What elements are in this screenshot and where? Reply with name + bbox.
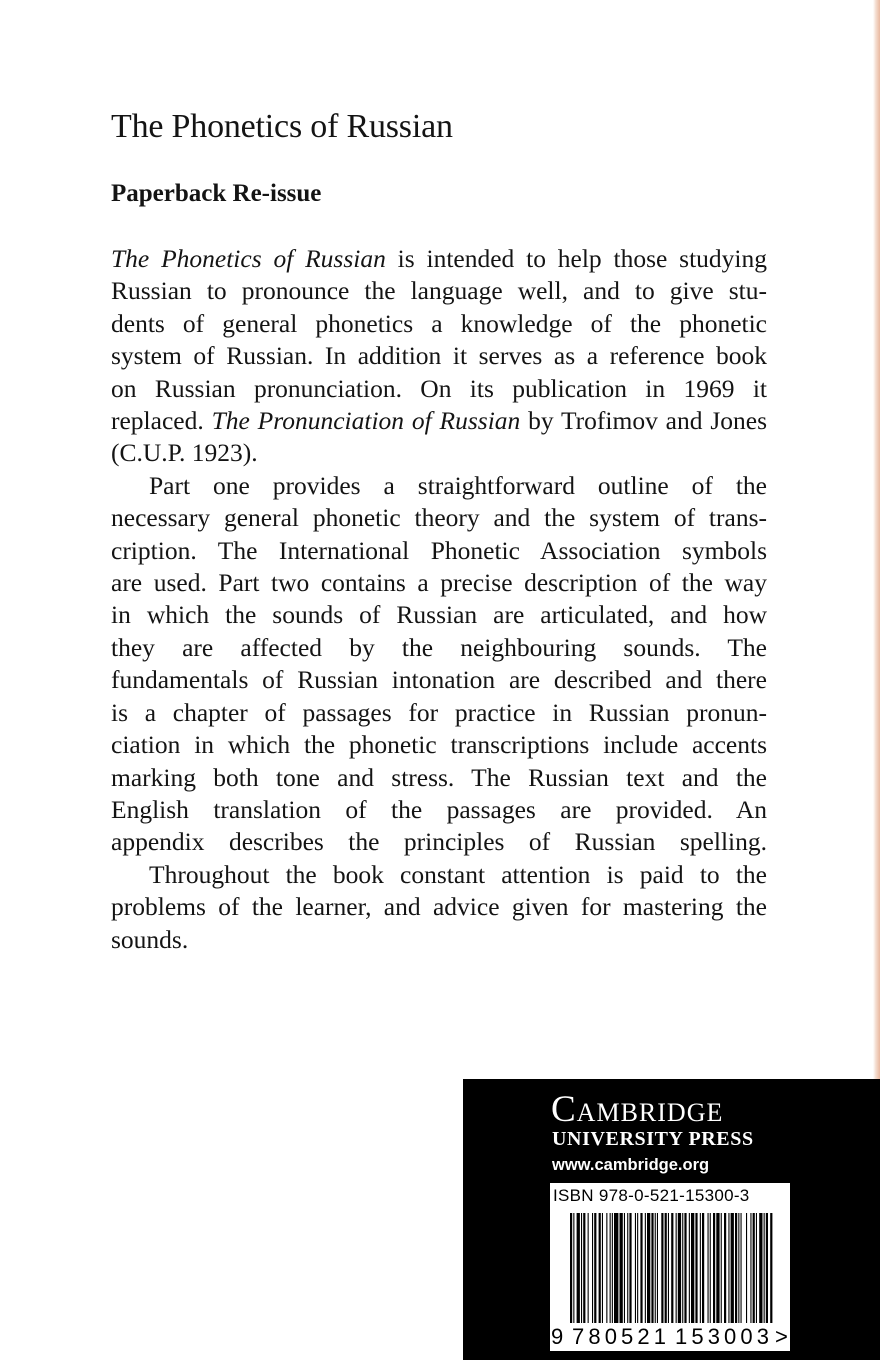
blurb-line: fundamentals of Russian intonation are described and there [111, 665, 767, 695]
blurb [111, 243, 767, 956]
publisher-logo-subname: UNIVERSITY PRESS [552, 1128, 754, 1150]
barcode-bar [612, 1213, 613, 1323]
barcode-bar [599, 1213, 601, 1323]
barcode-bar [700, 1213, 701, 1323]
blurb-line: in which the sounds of Russian are articulated, and how [111, 600, 767, 630]
barcode-bar [570, 1213, 572, 1323]
barcode-bar [671, 1213, 673, 1323]
blurb-line: are used. Part two contains a precise description of the way [111, 568, 767, 598]
barcode-bar [577, 1213, 580, 1323]
blurb-line: appendix describes the principles of Russian spelling. [111, 827, 767, 857]
barcode-bar [721, 1213, 722, 1323]
isbn-label: ISBN 978-0-521-15300-3 [553, 1186, 750, 1205]
blurb-line [111, 243, 767, 275]
publisher-url: www.cambridge.org [552, 1156, 710, 1174]
barcode-bar [614, 1213, 618, 1323]
barcode-bar [770, 1213, 772, 1323]
blurb-text: by Trofimov and Jones [520, 406, 767, 436]
barcode-bar [581, 1213, 582, 1323]
barcode-bar [620, 1213, 623, 1323]
blurb-paragraph-1 [111, 243, 767, 470]
blurb-line: sounds. [111, 924, 189, 954]
blurb-line: marking both tone and stress. The Russian text and the [111, 762, 767, 792]
barcode-bar [635, 1213, 636, 1323]
blurb-text: is intended to help those studying [385, 244, 767, 273]
barcode-bar [606, 1213, 607, 1323]
barcode-bar [728, 1213, 729, 1323]
barcode-bar [588, 1213, 589, 1323]
barcode-bar [629, 1213, 631, 1323]
barcode-bar [583, 1213, 585, 1323]
blurb-line: English translation of the passages are provided. An [111, 794, 767, 824]
blurb-paragraph-3 [111, 859, 767, 956]
barcode-bar [716, 1213, 719, 1323]
book-title-reference: The Pronunciation of Russian [211, 406, 521, 436]
barcode-bar [724, 1213, 726, 1323]
barcode-bar [756, 1213, 757, 1323]
barcode-bar [657, 1213, 658, 1323]
barcode-bar [651, 1213, 653, 1323]
barcode-bar [710, 1213, 711, 1323]
barcode-bar [695, 1213, 697, 1323]
barcode-bar [753, 1213, 755, 1323]
blurb-line: Part one provides a straightforward outline of the [149, 470, 767, 500]
barcode-bar [750, 1213, 751, 1323]
blurb-paragraph-2 [111, 470, 767, 859]
barcode-bar [594, 1213, 596, 1323]
blurb-line: dents of general phonetics a knowledge of the phonetic [111, 308, 767, 338]
blurb-line: they are affected by the neighbouring sounds. The [111, 632, 767, 662]
barcode-bar [702, 1213, 704, 1323]
barcode-bar [573, 1213, 574, 1323]
blurb-line: cription. The International Phonetic Association symbols [111, 535, 767, 565]
barcode-bar [665, 1213, 667, 1323]
barcode-bar [645, 1213, 646, 1323]
barcode-bar [689, 1213, 690, 1323]
barcode-bar [713, 1213, 715, 1323]
blurb-line: (C.U.P. 1923). [111, 438, 258, 468]
barcode-bar [592, 1213, 593, 1323]
book-title-reference: The Phonetics of Russian [111, 244, 386, 273]
blurb-line: on Russian pronunciation. On its publication in 1969 it [111, 373, 767, 403]
blurb-line: necessary general phonetic theory and the system of trans- [111, 503, 767, 533]
barcode-bar [602, 1213, 603, 1323]
barcode-bar [647, 1213, 650, 1323]
barcode-bar [627, 1213, 628, 1323]
barcode-right-digits: 153003 [675, 1324, 769, 1348]
barcode-bar [655, 1213, 656, 1323]
barcode-quiet-mark: > [775, 1324, 788, 1348]
barcode-bar [764, 1213, 765, 1323]
blurb-line: ciation in which the phonetic transcriptions include accents [111, 730, 767, 760]
blurb-line [111, 405, 767, 437]
edition-note: Paperback Re-issue [111, 180, 322, 207]
barcode-bar [759, 1213, 762, 1323]
barcode-bar [640, 1213, 642, 1323]
barcode-bar [741, 1213, 742, 1323]
barcode-bar [738, 1213, 739, 1323]
barcode-bar [691, 1213, 694, 1323]
barcode-left-digits: 780521 [572, 1324, 666, 1348]
barcode-bar [637, 1213, 638, 1323]
blurb-text: replaced. [111, 406, 212, 436]
barcode-bar [766, 1213, 768, 1323]
blurb-line: Russian to pronounce the language well, and to give stu- [111, 276, 767, 306]
blurb-line: is a chapter of passages for practice in Russian pronun- [111, 697, 767, 727]
barcode-bar [746, 1213, 747, 1323]
barcode-bar [661, 1213, 663, 1323]
publisher-block [463, 1079, 880, 1360]
barcode-bar [735, 1213, 737, 1323]
barcode-bar [676, 1213, 677, 1323]
publisher-logo-name: Cambridge [551, 1089, 724, 1130]
barcode-digits [550, 1324, 790, 1348]
barcode-bar [682, 1213, 683, 1323]
blurb-line: system of Russian. In addition it serves as a reference book [111, 341, 767, 371]
barcode-bar [624, 1213, 625, 1323]
barcode-bar [678, 1213, 681, 1323]
barcode-bar [668, 1213, 669, 1323]
barcode-panel [550, 1183, 790, 1351]
book-title: The Phonetics of Russian [111, 108, 453, 145]
barcode-bar [610, 1213, 611, 1323]
barcode-bar [731, 1213, 734, 1323]
barcode-lead-digit: 9 [551, 1324, 564, 1348]
barcode-bar [708, 1213, 709, 1323]
blurb-line: problems of the learner, and advice given for mastering the [111, 892, 767, 922]
barcode-bar [684, 1213, 686, 1323]
blurb-line: Throughout the book constant attention is paid to the [149, 859, 767, 889]
